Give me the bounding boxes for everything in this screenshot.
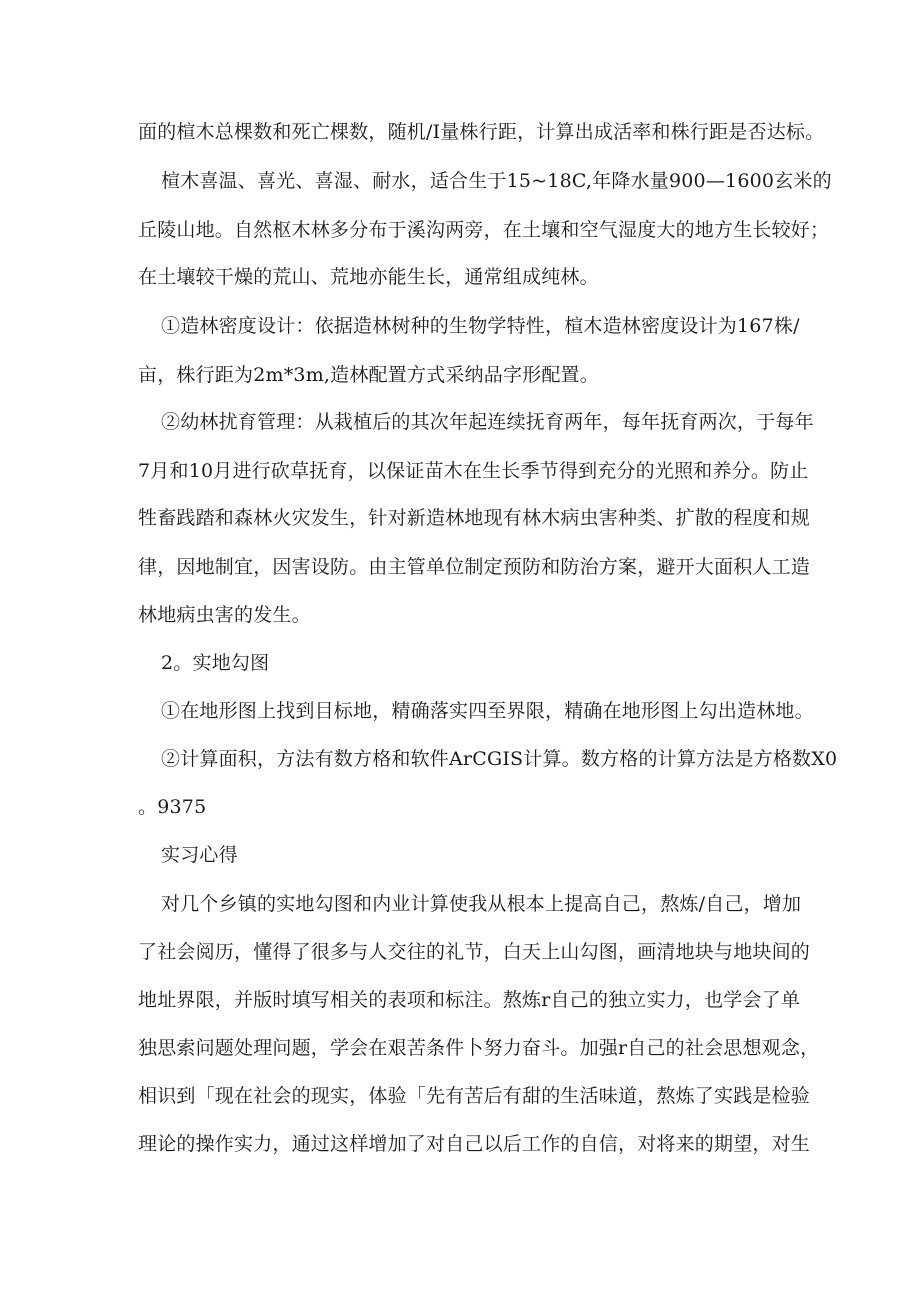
text-line-11: 林地病虫害的发生。 bbox=[138, 604, 311, 626]
text-line-22: 理论的操作实力，通过这样增加了对自己以后工作的自信，对将来的期望，对生 bbox=[138, 1133, 811, 1155]
text-line-14: ②计算面积，方法有数方格和软件ArCGIS计算。数方格的计算方法是方格数X0 bbox=[161, 748, 838, 770]
text-line-13: ①在地形图上找到目标地，精确落实四至界限，精确在地形图上勾出造林地。 bbox=[161, 700, 814, 722]
section-heading-2: 实习心得 bbox=[161, 844, 238, 866]
text-line-21: 相识到「现在社会的现实，体验「先有苦后有甜的生活味道，熬炼了实践是检验 bbox=[138, 1085, 811, 1107]
text-line-7: ②幼林扰育管理：从栽植后的其次年起连续抚育两年，每年抚育两次，于每年 bbox=[161, 411, 814, 433]
text-line-17: 对几个乡镇的实地勾图和内业计算使我从根本上提高自己，熬炼/自己，增加 bbox=[161, 893, 802, 915]
text-line-6: 亩，株行距为2m*3m,造林配置方式采纳品字形配置。 bbox=[138, 364, 599, 386]
text-line-18: 了社会阅历，懂得了很多与人交往的礼节，白天上山勾图，画清地块与地块间的 bbox=[138, 941, 811, 963]
text-line-4: 在土壤较干燥的荒山、荒地亦能生长，通常组成纯林。 bbox=[138, 266, 599, 288]
text-line-15: 。9375 bbox=[138, 796, 207, 818]
text-line-9: 牲畜践踏和森林火灾发生，针对新造林地现有林木病虫害种类、扩散的程度和规 bbox=[138, 507, 811, 529]
text-line-20: 独思索问题处理问题，学会在艰苦条件卜努力奋斗。加强r自己的社会思想观念， bbox=[138, 1037, 820, 1059]
text-line-2: 楦木喜温、喜光、喜湿、耐水，适合生于15~18C,年降水量900—1600玄米的 bbox=[161, 170, 832, 192]
text-line-10: 律，因地制宜，因害设防。由主管单位制定预防和防治方案，避开大面积人工造 bbox=[138, 556, 811, 578]
section-heading-1: 2。实地勾图 bbox=[161, 652, 270, 674]
text-line-8: 7月和10月进行砍草抚育，以保证苗木在生长季节得到充分的光照和养分。防止 bbox=[138, 460, 809, 482]
text-line-1: 面的楦木总棵数和死亡棵数，随机/I量株行距，计算出成活率和株行距是否达标。 bbox=[138, 121, 825, 143]
text-line-5: ①造林密度设计：依据造林树种的生物学特性，楦木造林密度设计为167株/ bbox=[161, 315, 800, 337]
text-line-19: 地址界限，并版时填写相关的表项和标注。熬炼r自己的独立实力，也学会了单 bbox=[138, 989, 801, 1011]
text-line-3: 丘陵山地。自然枢木林多分布于溪沟两旁，在土壤和空气湿度大的地方生长较好； bbox=[138, 219, 830, 241]
